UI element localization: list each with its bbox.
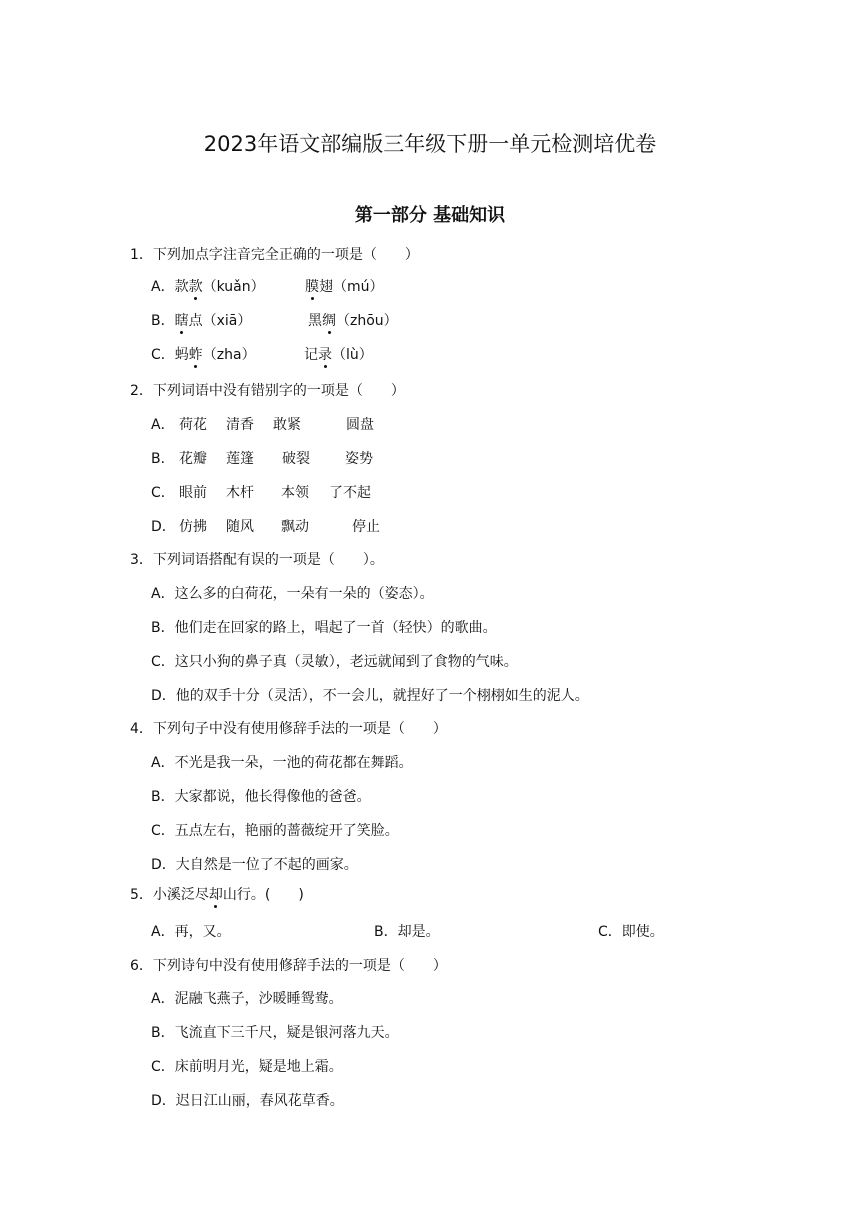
option-letter: D． [151, 857, 176, 873]
question-6-option-b: B．飞流直下三千尺，疑是银河落九天。 [151, 1025, 399, 1041]
question-6-stem: 6．下列诗句中没有使用修辞手法的一项是（ ） [130, 958, 447, 974]
question-2-option-d-word-3: 飘动 [281, 519, 309, 535]
option-letter: C． [151, 823, 175, 839]
option-letter: A． [151, 586, 175, 602]
question-2-option-a-word-4: 圆盘 [346, 417, 374, 433]
dotted-char: 录 [318, 347, 332, 363]
document-title: 2023年语文部编版三年级下册一单元检测培优卷 [203, 132, 657, 156]
option-letter: A． [151, 991, 175, 1007]
option-letter: A． [151, 755, 175, 771]
question-1-stem: 1．下列加点字注音完全正确的一项是（ ） [130, 247, 419, 263]
question-2-option-a-word-1: 荷花 [179, 417, 207, 433]
question-2-option-c-word-3: 本领 [281, 485, 309, 501]
question-3-option-d: D．他的双手十分（灵活），不一会儿，就捏好了一个栩栩如生的泥人。 [151, 688, 589, 704]
question-4-option-b: B．大家都说，他长得像他的爸爸。 [151, 789, 371, 805]
question-1-option-b: B．瞎点（xiā） [151, 313, 252, 329]
question-4-option-d: D．大自然是一位了不起的画家。 [151, 857, 358, 873]
question-3-stem: 3．下列词语搭配有误的一项是（ ）。 [130, 552, 384, 568]
option-letter: C． [151, 654, 175, 670]
option-letter: C． [151, 347, 175, 363]
question-2-option-d-letter: D． [151, 519, 176, 535]
option-letter: D． [151, 688, 176, 704]
question-2-option-a-word-2: 清香 [226, 417, 254, 433]
option-letter: C． [151, 1059, 175, 1075]
dotted-char: 膜 [305, 279, 319, 295]
question-2-option-c-word-2: 木杆 [226, 485, 254, 501]
question-6-option-c: C．床前明月光，疑是地上霜。 [151, 1059, 343, 1075]
question-2-option-d-word-2: 随风 [226, 519, 254, 535]
question-6-option-d: D．迟日江山丽，春风花草香。 [151, 1093, 344, 1109]
section-heading: 第一部分 基础知识 [354, 205, 506, 226]
option-letter: B． [151, 620, 175, 636]
question-3-option-b: B．他们走在回家的路上，唱起了一首（轻快）的歌曲。 [151, 620, 497, 636]
question-2-option-b-word-2: 莲篷 [226, 451, 254, 467]
question-5-option-a: A．再，又。 [151, 924, 231, 940]
question-4-option-a: A．不光是我一朵，一池的荷花都在舞蹈。 [151, 755, 413, 771]
option-letter: B． [151, 789, 175, 805]
question-2-option-d-word-1: 仿拂 [179, 519, 207, 535]
question-2-option-b-letter: B． [151, 451, 175, 467]
question-1-option-a: A．款款（kuǎn） [151, 279, 265, 295]
question-2-option-b-word-3: 破裂 [282, 451, 310, 467]
question-5-option-b: B．却是。 [374, 924, 440, 940]
question-1-option-c-second: 记录（lù） [304, 347, 373, 363]
option-letter: B． [374, 924, 398, 940]
question-3-option-c: C．这只小狗的鼻子真（灵敏），老远就闻到了食物的气味。 [151, 654, 518, 670]
option-letter: B． [151, 313, 175, 329]
question-1-option-b-second: 黑绸（zhōu） [308, 313, 398, 329]
question-2-option-a-word-3: 敢紧 [273, 417, 301, 433]
question-3-option-a: A．这么多的白荷花，一朵有一朵的（姿态）。 [151, 586, 434, 602]
dotted-char: 却 [208, 887, 223, 903]
option-letter: A． [151, 279, 175, 295]
question-1-option-c: C．蚂蚱（zha） [151, 347, 256, 363]
question-5-stem: 5．小溪泛尽却山行。( ) [130, 887, 304, 903]
question-4-option-c: C．五点左右，艳丽的蔷薇绽开了笑脸。 [151, 823, 399, 839]
question-2-option-b-word-1: 花瓣 [179, 451, 207, 467]
option-letter: D． [151, 1093, 176, 1109]
question-4-stem: 4．下列句子中没有使用修辞手法的一项是（ ） [130, 721, 447, 737]
question-2-option-c-letter: C． [151, 485, 175, 501]
question-2-option-a-letter: A． [151, 417, 175, 433]
question-5-option-c: C．即使。 [598, 924, 664, 940]
dotted-char: 瞎 [174, 313, 189, 329]
option-letter: B． [151, 1025, 175, 1041]
option-letter: A． [151, 924, 175, 940]
dotted-char: 款 [188, 279, 203, 295]
dotted-char: 蚱 [188, 347, 203, 363]
dotted-char: 绸 [322, 313, 336, 329]
option-letter: C． [598, 924, 622, 940]
question-2-stem: 2．下列词语中没有错别字的一项是（ ） [130, 383, 405, 399]
question-6-option-a: A．泥融飞燕子，沙暖睡鸳鸯。 [151, 991, 343, 1007]
question-2-option-c-word-4: 了不起 [329, 485, 371, 501]
question-2-option-b-word-4: 姿势 [345, 451, 373, 467]
question-1-option-a-second: 膜翅（mú） [305, 279, 384, 295]
question-2-option-d-word-4: 停止 [352, 519, 380, 535]
question-2-option-c-word-1: 眼前 [179, 485, 207, 501]
